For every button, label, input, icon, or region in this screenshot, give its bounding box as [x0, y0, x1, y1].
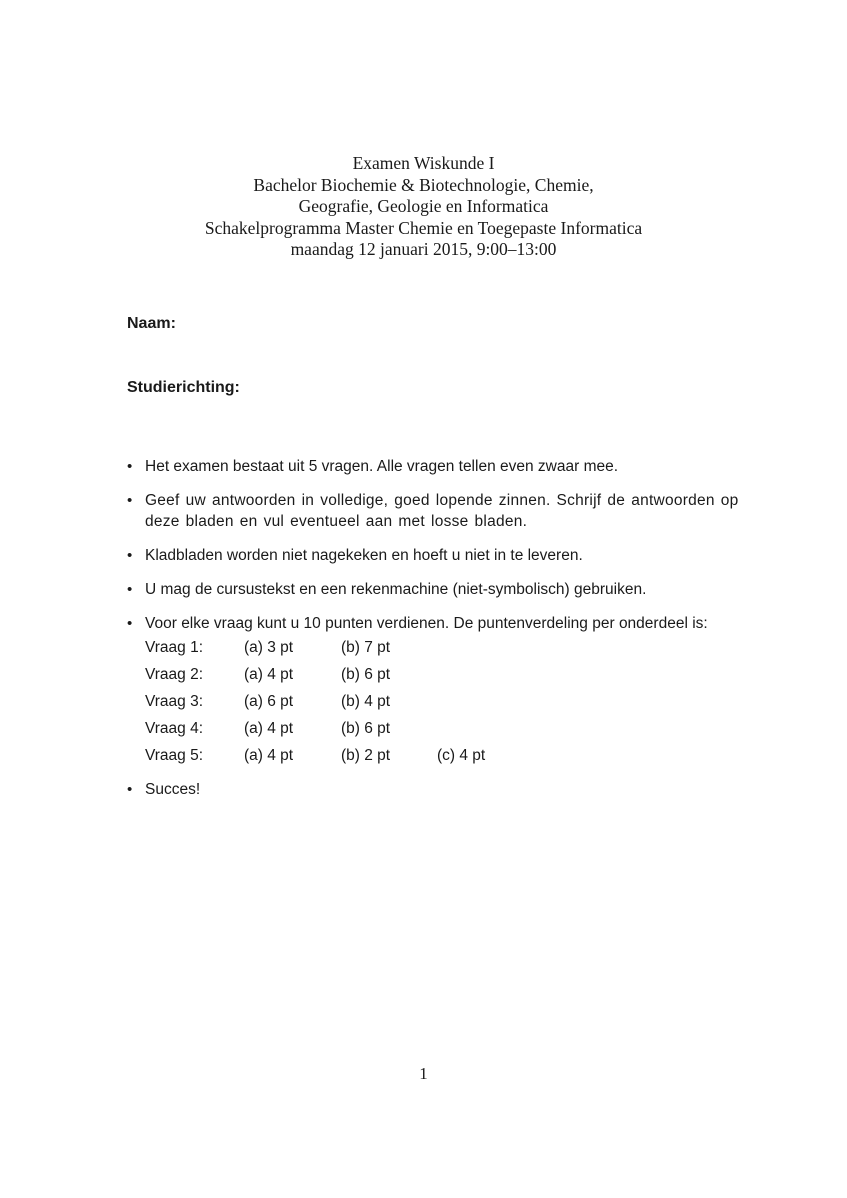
instruction-text: U mag de cursustekst en een rekenmachine (niet-symbolisch) gebruiken. — [145, 581, 647, 598]
score-part-c — [437, 691, 517, 712]
score-part-a: (a) 4 pt — [244, 720, 294, 737]
exam-header — [0, 153, 847, 261]
bullet-icon: • — [127, 581, 133, 598]
score-part-b: (b) 7 pt — [341, 639, 391, 656]
study-program-label: Studierichting: — [127, 379, 240, 396]
bullet-icon: • — [127, 458, 133, 475]
score-part-b: (b) 6 pt — [341, 720, 391, 737]
score-part-c — [437, 637, 517, 658]
score-question-label: Vraag 5: — [145, 747, 204, 764]
instruction-text: Succes! — [145, 781, 201, 798]
score-question-label: Vraag 1: — [145, 639, 204, 656]
score-part-b: (b) 4 pt — [341, 693, 391, 710]
exam-programs-line-2: Geografie, Geologie en Informatica — [298, 196, 549, 216]
instruction-text: Geef uw antwoorden in volledige, goed lopende zinnen. Schrijf de antwoorden op deze bladen en vul eventueel aan met losse bladen. — [145, 492, 739, 530]
instruction-text: Het examen bestaat uit 5 vragen. Alle vragen tellen even zwaar mee. — [145, 458, 619, 475]
name-label: Naam: — [127, 315, 176, 332]
exam-programs-line-3: Schakelprogramma Master Chemie en Toegepaste Informatica — [204, 217, 643, 238]
instructions-list — [127, 456, 767, 813]
score-part-c: (c) 4 pt — [437, 747, 486, 764]
score-part-c — [437, 664, 517, 685]
score-part-a: (a) 4 pt — [244, 747, 294, 764]
page-number: 1 — [419, 1064, 428, 1083]
score-part-b: (b) 2 pt — [341, 747, 391, 764]
exam-date: maandag 12 januari 2015, 9:00–13:00 — [290, 239, 557, 259]
score-question-label: Vraag 3: — [145, 693, 204, 710]
instruction-item — [127, 545, 767, 566]
bullet-icon: • — [127, 781, 133, 798]
instruction-item — [127, 490, 767, 532]
score-part-a: (a) 4 pt — [244, 666, 294, 683]
score-question-label: Vraag 4: — [145, 720, 204, 737]
exam-programs-line-1: Bachelor Biochemie & Biotechnologie, Chemie, — [253, 174, 594, 195]
instruction-item — [127, 613, 767, 766]
bullet-icon: • — [127, 492, 133, 509]
bullet-icon: • — [127, 615, 133, 632]
score-part-c — [437, 718, 517, 739]
score-question-label: Vraag 2: — [145, 666, 204, 683]
instruction-item — [127, 779, 767, 800]
instruction-item — [127, 456, 767, 477]
instruction-text: Kladbladen worden niet nagekeken en hoeft u niet in te leveren. — [145, 547, 583, 564]
bullet-icon: • — [127, 547, 133, 564]
score-distribution-table — [145, 637, 767, 766]
instruction-item — [127, 579, 767, 600]
instruction-text: Voor elke vraag kunt u 10 punten verdienen. De puntenverdeling per onderdeel is: — [145, 615, 708, 632]
exam-title: Examen Wiskunde I — [352, 153, 495, 173]
score-part-a: (a) 6 pt — [244, 693, 294, 710]
score-part-b: (b) 6 pt — [341, 666, 391, 683]
score-part-a: (a) 3 pt — [244, 639, 294, 656]
